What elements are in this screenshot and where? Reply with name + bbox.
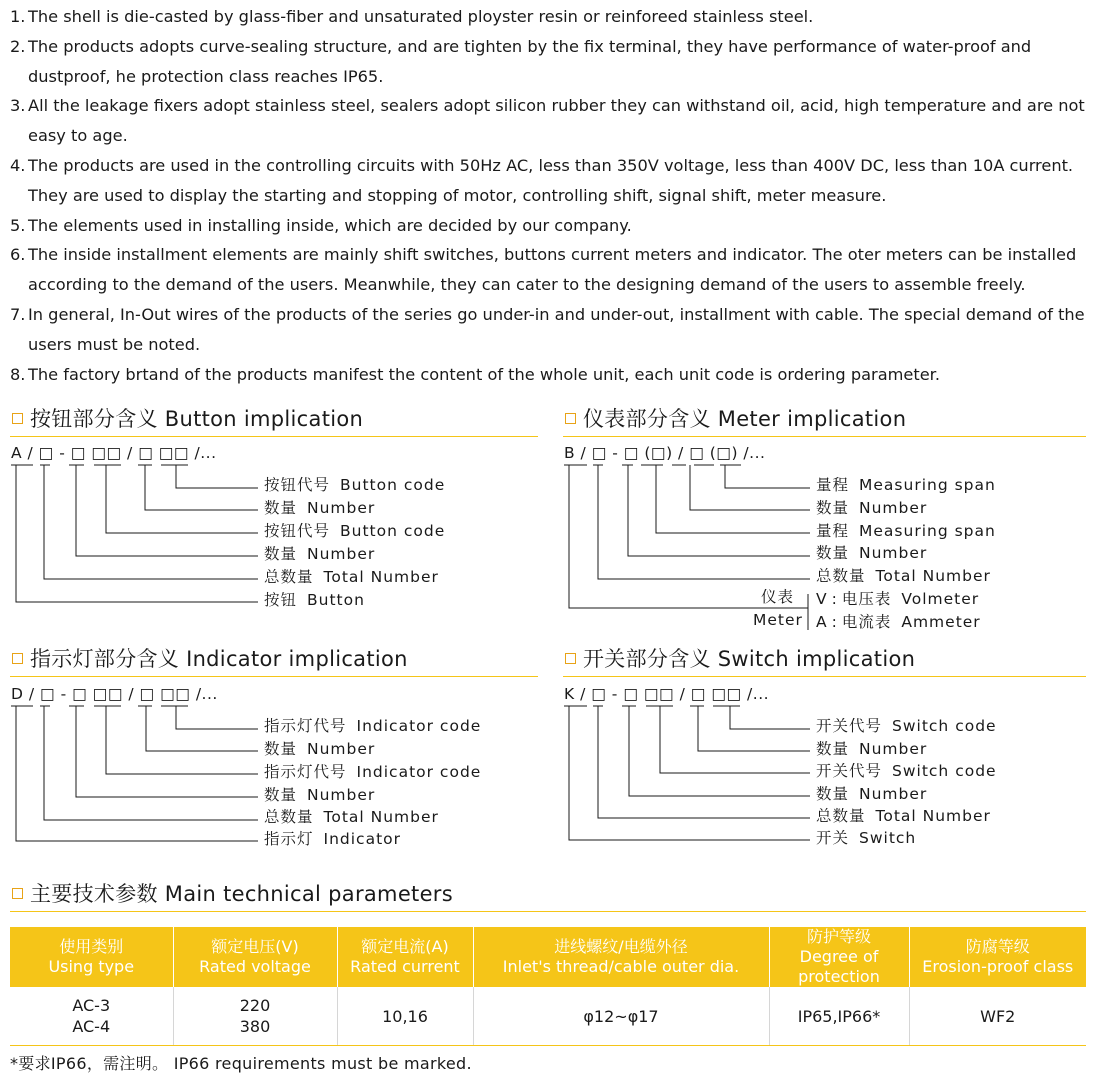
label-number: 数量 Number (264, 545, 376, 563)
note-item: 5. The elements used in installing inside, which are decided by our company. (10, 215, 632, 235)
section-params (10, 877, 1086, 912)
note-item: 8. The factory brtand of the products manifest the content of the whole unit, each unit code is ordering parameter. (10, 364, 940, 384)
section-title: 按钮部分含义 Button implication (30, 407, 364, 431)
section-indicator (10, 642, 538, 677)
label-number: 数量 Number (264, 740, 376, 758)
label-ammeter: A : 电流表 Ammeter (816, 613, 981, 631)
section-title: 仪表部分含义 Meter implication (583, 407, 907, 431)
cell-inlet-thread: φ12~φ17 (473, 987, 769, 1046)
label-number: 数量 Number (264, 499, 376, 517)
button-code-format: A / □ - □ □□ / □ □□ /... (11, 444, 217, 462)
note-item: 3. All the leakage fixers adopt stainless steel, sealers adopt silicon rubber they can withstand oil, acid, high temperature and are not easy to age. (10, 96, 1085, 146)
section-meter (563, 402, 1086, 437)
label-number: 数量 Number (816, 499, 928, 517)
label-meter-cn: 仪表 (761, 588, 795, 606)
header-inlet-thread: 进线螺纹/电缆外径 Inlet's thread/cable outer dia. (473, 927, 769, 987)
label-number: 数量 Number (264, 786, 376, 804)
cell-erosion: WF2 (909, 987, 1086, 1046)
header-degree-of-protection: 防护等级 Degree of protection (769, 927, 909, 987)
footnote: *要求IP66，需注明。 IP66 requirements must be marked. (10, 1054, 472, 1073)
section-title: 主要技术参数 Main technical parameters (30, 882, 453, 906)
label-switch: 开关 Switch (816, 829, 917, 847)
note-item: 2. The products adopts curve-sealing structure, and are tighten by the fix terminal, they have performance of water-proof and dustproof, he protection class reaches IP65. (10, 36, 1032, 86)
label-switch-code: 开关代号 Switch code (816, 717, 997, 735)
section-button (10, 402, 538, 437)
section-switch (563, 642, 1086, 677)
label-button-code: 按钮代号 Button code (264, 522, 446, 540)
label-indicator-code: 指示灯代号 Indicator code (264, 763, 482, 781)
square-bullet-icon (565, 653, 576, 664)
label-total-number: 总数量 Total Number (816, 807, 991, 825)
label-total-number: 总数量 Total Number (816, 567, 991, 585)
square-bullet-icon (12, 413, 23, 424)
note-item: 1. The shell is die-casted by glass-fiber and unsaturated ployster resin or reinforeed stainless steel. (10, 7, 814, 26)
label-number: 数量 Number (816, 785, 928, 803)
header-rated-current: 额定电流(A) Rated current (337, 927, 473, 987)
cell-protection: IP65,IP66* (769, 987, 909, 1046)
header-using-type: 使用类别 Using type (10, 927, 173, 987)
label-number: 数量 Number (816, 740, 928, 758)
label-volmeter: V : 电压表 Volmeter (816, 590, 980, 608)
note-item: 6. The inside installment elements are mainly shift switches, buttons current meters and indicator. The oter meters can be installed according to the demand of the users. Meanwhile, they can cater to the designing demand of the users to assemble freely. (10, 245, 1077, 295)
table-row (10, 987, 1086, 1046)
square-bullet-icon (12, 653, 23, 664)
label-switch-code: 开关代号 Switch code (816, 762, 997, 780)
label-number: 数量 Number (816, 544, 928, 562)
label-button-code: 按钮代号 Button code (264, 476, 446, 494)
label-indicator-code: 指示灯代号 Indicator code (264, 717, 482, 735)
label-indicator: 指示灯 Indicator (264, 830, 402, 848)
params-table (10, 927, 1086, 1046)
meter-code-format: B / □ - □ (□) / □ (□) /... (564, 444, 766, 462)
indicator-code-format: D / □ - □ □□ / □ □□ /... (11, 685, 218, 703)
label-total-number: 总数量 Total Number (264, 808, 439, 826)
section-title: 开关部分含义 Switch implication (583, 647, 916, 671)
label-measuring-span: 量程 Measuring span (816, 476, 996, 494)
label-measuring-span: 量程 Measuring span (816, 522, 996, 540)
label-button: 按钮 Button (264, 591, 365, 609)
header-erosion-proof-class: 防腐等级 Erosion-proof class (909, 927, 1086, 987)
header-rated-voltage: 额定电压(V) Rated voltage (173, 927, 337, 987)
label-total-number: 总数量 Total Number (264, 568, 439, 586)
table-header-row (10, 927, 1086, 987)
cell-using-type: AC-3 AC-4 (10, 987, 173, 1046)
label-meter-en: Meter (753, 611, 803, 629)
cell-rated-current: 10,16 (337, 987, 473, 1046)
square-bullet-icon (565, 413, 576, 424)
note-item: 7. In general, In-Out wires of the products of the series go under-in and under-out, installment with cable. The special demand of the users must be noted. (10, 304, 1085, 354)
square-bullet-icon (12, 888, 23, 899)
cell-rated-voltage: 220 380 (173, 987, 337, 1046)
section-title: 指示灯部分含义 Indicator implication (30, 647, 408, 671)
note-item: 4. The products are used in the controlling circuits with 50Hz AC, less than 350V voltage, less than 400V DC, less than 10A current. They are used to display the starting and stopping of motor, controlling shift, signal shift, meter measure. (10, 155, 1074, 205)
switch-code-format: K / □ - □ □□ / □ □□ /... (564, 685, 770, 703)
